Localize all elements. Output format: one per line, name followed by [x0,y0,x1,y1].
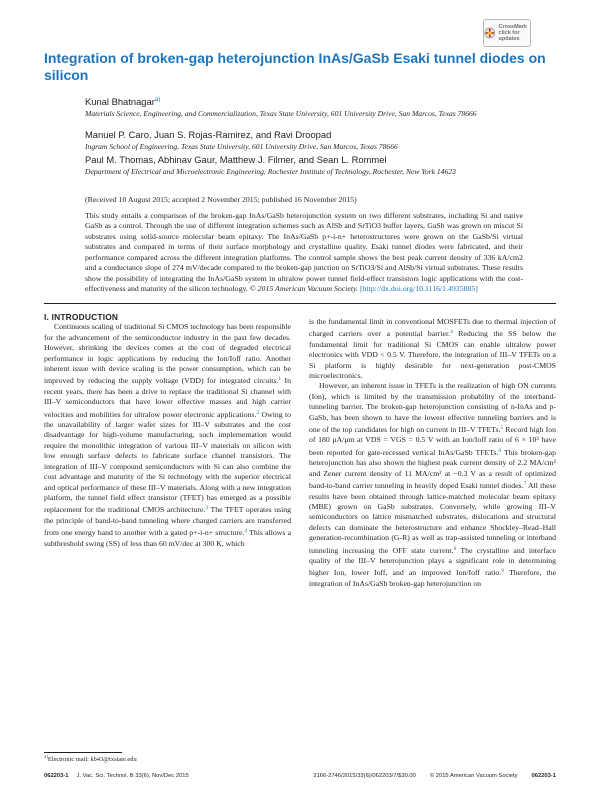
author-names: Kunal Bhatnagar$^{a)}$ [85,96,161,108]
paragraph: Continuous scaling of traditional Si CMOS technology has been responsible for the advancement of the semiconductor industry in the past few decades. However, shrinking the devices comes at the cost of degraded electrical performance in logic applications by reducing the Ion/Ioff ratio. Another inherent issue with device scaling is the power consumption, which can be improved by reducing the supply voltage (VDD) for integrated circuits.$^1$ In recent years, there has been a drive to replace the traditional Si channel with III–V semiconductors that have lower effective masses and high carrier velocities and mobilities for ultralow power electronic applications.$^2$ Owing to the unavailability of larger wafer sizes for III–V substrates and the cost disadvantage for high-volume manufacturing, such implementation would require the monolithic integration of various III–V materials on silicon with low enough surface defects to fabricate surface channel transistors. The integration of III–V compound semiconductors with Si can also combine the cost advantage and maturity of the Si technology with the superior electrical and optical performance of these III–V materials. Along with a new integration platform, the tunnel field effect transistor (TFET) has emerged as a possible replacement for the traditional CMOS architecture.$^3$ The TFET operates using the principle of band-to-band tunneling where charged carriers are transferred from one energy band to another with a gated p+-i-n+ structure.$^4$ This allows a subthreshold swing (SS) of less than 60 mV/dec at 300 K, which [44,322,292,548]
abstract-body: This study entails a comparison of the broken-gap InAs/GaSb heterojunction system on two different substrates, including Si and native GaSb as a control. Through the use of different integration schemes such as AlSb and SrTiO3 buffer layers, GaSb was grown on miscut Si substrates using solid-source molecular beam epitaxy. The InAs/GaSb p+-i-n+ heterostructures were grown on the GaSb/Si virtual substrates and compared in terms of their surface morphology and crystalline quality. Esaki tunnel diodes were fabricated, and their performance compared across the different integration platforms. The control sample shows the best peak current density of 336 kA/cm2 and a conductance slope of 274 mV/decade compared to the broken-gap junction on SrTiO3/Si and AlSb/Si virtual substrates. These results show the possibility of integrating the InAs/GaSb system in ultralow power tunnel field-effect transistors logic applications with the cost-effectiveness and maturity of the silicon technology. [85,211,523,294]
paragraph: is the fundamental limit in conventional MOSFETs due to thermal injection of charged carriers over a potential barrier.$^4$ Reducing the SS below the fundamental limit for traditional Si CMOS can enable ultralow power electronics with VDD < 0.5 V. Therefore, the integration of III–V TFETs on a Si platform is highly desirable for next-generation post-CMOS microelectronics. [309,317,556,381]
doi-link[interactable]: [http://dx.doi.org/10.1116/1.4935885] [359,284,478,294]
citation-link[interactable]: 3 [205,505,209,512]
author-group-1 [85,94,525,119]
citation-link[interactable]: 8 [453,545,457,552]
abstract-copyright: © 2015 American Vacuum Society. [249,284,358,294]
citation-link[interactable]: 9 [501,568,504,575]
author-affiliation: Materials Science, Engineering, and Commercialization, Texas State University, 601 University Drive, San Marcos, Texas 78666 [85,109,477,119]
footnote-divider [44,752,122,753]
author-group-2 [85,129,525,152]
citation-link[interactable]: 4 [244,528,248,535]
citation-link[interactable]: 6 [498,447,502,454]
footnote: $^{a)}$Electronic mail: kb43@txstate.edu [44,755,137,764]
left-column [44,312,291,549]
author-names: Paul M. Thomas, Abhinav Gaur, Matthew J. Filmer, and Sean L. Rommel [85,154,387,165]
footer-code: 2166-2746/2015/33(6)/062203/7/$30.00 [313,773,416,779]
crossmark-badge[interactable] [483,19,531,47]
author-affiliation: Ingram School of Engineering, Texas State University, 601 University Drive, San Marcos, Texas 78666 [85,142,398,151]
author-names: Manuel P. Caro, Juan S. Rojas-Ramirez, and Ravi Droopad [85,129,332,140]
footer-journal: J. Vac. Sci. Technol. B 33(6), Nov/Dec 2015 [76,773,189,779]
abstract-divider [44,303,556,304]
citation-link[interactable]: 5 [500,425,504,432]
abstract [85,211,523,295]
paragraph: However, an inherent issue in TFETs is the realization of high ON currents (Ion), which is limited by the transmission probability of the interband-tunneling barrier. The broken-gap heterojunction consisting of n-InAs and p-GaSb, has been shown to have the lowest effective tunneling barriers and is one of the top candidates for high on current in III–V TFETs.$^5$ Record high Ion of 180 μA/μm at VDS = VGS = 0.5 V with an Ion/Ioff ratio of 6 × 10³ have been reported for gate-recessed vertical InAs/GaSb TFETs.$^6$ This broken-gap heterojunction has also shown the highest peak current density of 2.2 MA/cm² and Zener current density of 11 MA/cm² at −0.3 V as a result of optimized band-to-band carrier tunneling in heavily doped Esaki tunnel diodes.$^7$ All these results have been obtained through lattice-matched molecular beam epitaxy (MBE) grown on GaSb substrates. Conversely, while growing III–V semiconductors on lattice mismatched substrates, dislocations and structural defects can dominate the heterostructure and enhance Shockley–Read–Hall generation-recombination (G-R) as well as trap-assisted tunneling or interband tunneling increasing the OFF state current.$^8$ The crystalline and interface quality of the III–V heterojunction plays a significant role in determining higher Ion, lower Ioff, and an improved Ion/Ioff ratio.$^9$ Therefore, the integration of InAs/GaSb broken-gap heterojunction on [309,381,557,588]
author-affiliation: Department of Electrical and Microelectronic Engineering, Rochester Institute of Technology, Rochester, New York 14623 [85,167,456,176]
crossmark-label: CrossMark click for updates [498,24,527,42]
citation-link[interactable]: 4 [450,329,453,336]
author-footnote-mark[interactable]: a) [154,97,161,103]
publication-dates: (Received 10 August 2015; accepted 2 November 2015; published 16 November 2015) [85,195,357,204]
right-column [309,317,556,589]
section-heading: I. INTRODUCTION [44,312,119,322]
page-footer [44,773,556,779]
citation-link[interactable]: 7 [523,481,527,488]
article-title: Integration of broken-gap heterojunction InAs/GaSb Esaki tunnel diodes on silicon [44,50,546,83]
footer-page-id: 062203-1 [44,773,69,779]
citation-link[interactable]: 1 [278,376,282,383]
footer-page-id-right: 062203-1 [531,773,556,779]
citation-link[interactable]: 2 [256,409,260,416]
crossmark-icon [484,25,496,41]
author-group-3 [85,154,525,177]
footer-copyright: © 2015 American Vacuum Society [429,773,518,779]
